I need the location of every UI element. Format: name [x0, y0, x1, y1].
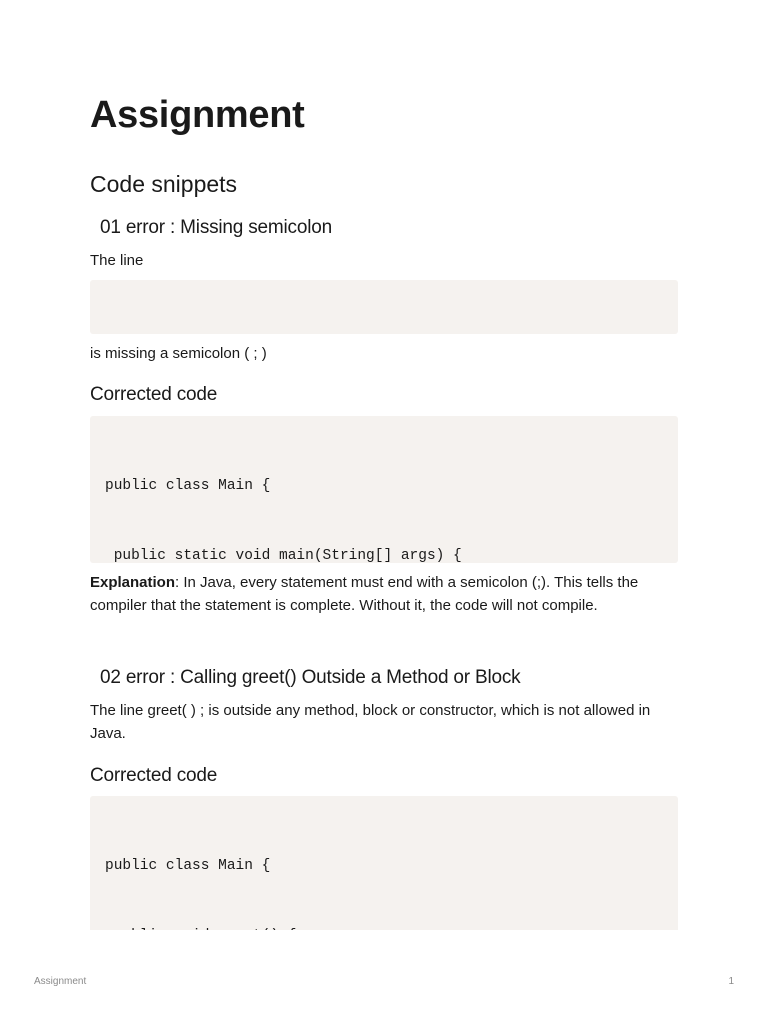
error-2-heading: 02 error : Calling greet() Outside a Method or Block [100, 667, 521, 688]
error-1-after-text: is missing a semicolon ( ; ) [90, 345, 267, 362]
error-1-corrected-heading: Corrected code [90, 384, 218, 405]
code-line: public static void main(String[] args) { [105, 548, 462, 563]
footer-page-number: 1 [728, 976, 734, 987]
error-1-intro: The line [90, 252, 144, 269]
code-line [105, 925, 663, 930]
error-2-description: The line greet( ) ; is outside any method, block or constructor, which is not allowed in Java. [90, 702, 651, 742]
code-line: public class Main { [105, 477, 271, 494]
error-1-snippet-block [90, 280, 678, 334]
error-2-corrected-heading: Corrected code [90, 765, 218, 786]
error-2-corrected-code-block [90, 796, 678, 930]
explanation-text: : In Java, every statement must end with a semicolon (;). This tells the compiler that the statement is complete. Without it, the code will not compile. [90, 574, 639, 614]
page-title: Assignment [90, 94, 305, 136]
error-1-corrected-code-block [90, 416, 678, 563]
footer-document-title: Assignment [34, 976, 87, 987]
code-line: public class Main { [105, 857, 271, 874]
error-1-explanation [90, 571, 678, 617]
section-heading-code-snippets: Code snippets [90, 171, 238, 197]
error-1-heading: 01 error : Missing semicolon [100, 217, 332, 238]
explanation-label: Explanation [90, 574, 176, 591]
